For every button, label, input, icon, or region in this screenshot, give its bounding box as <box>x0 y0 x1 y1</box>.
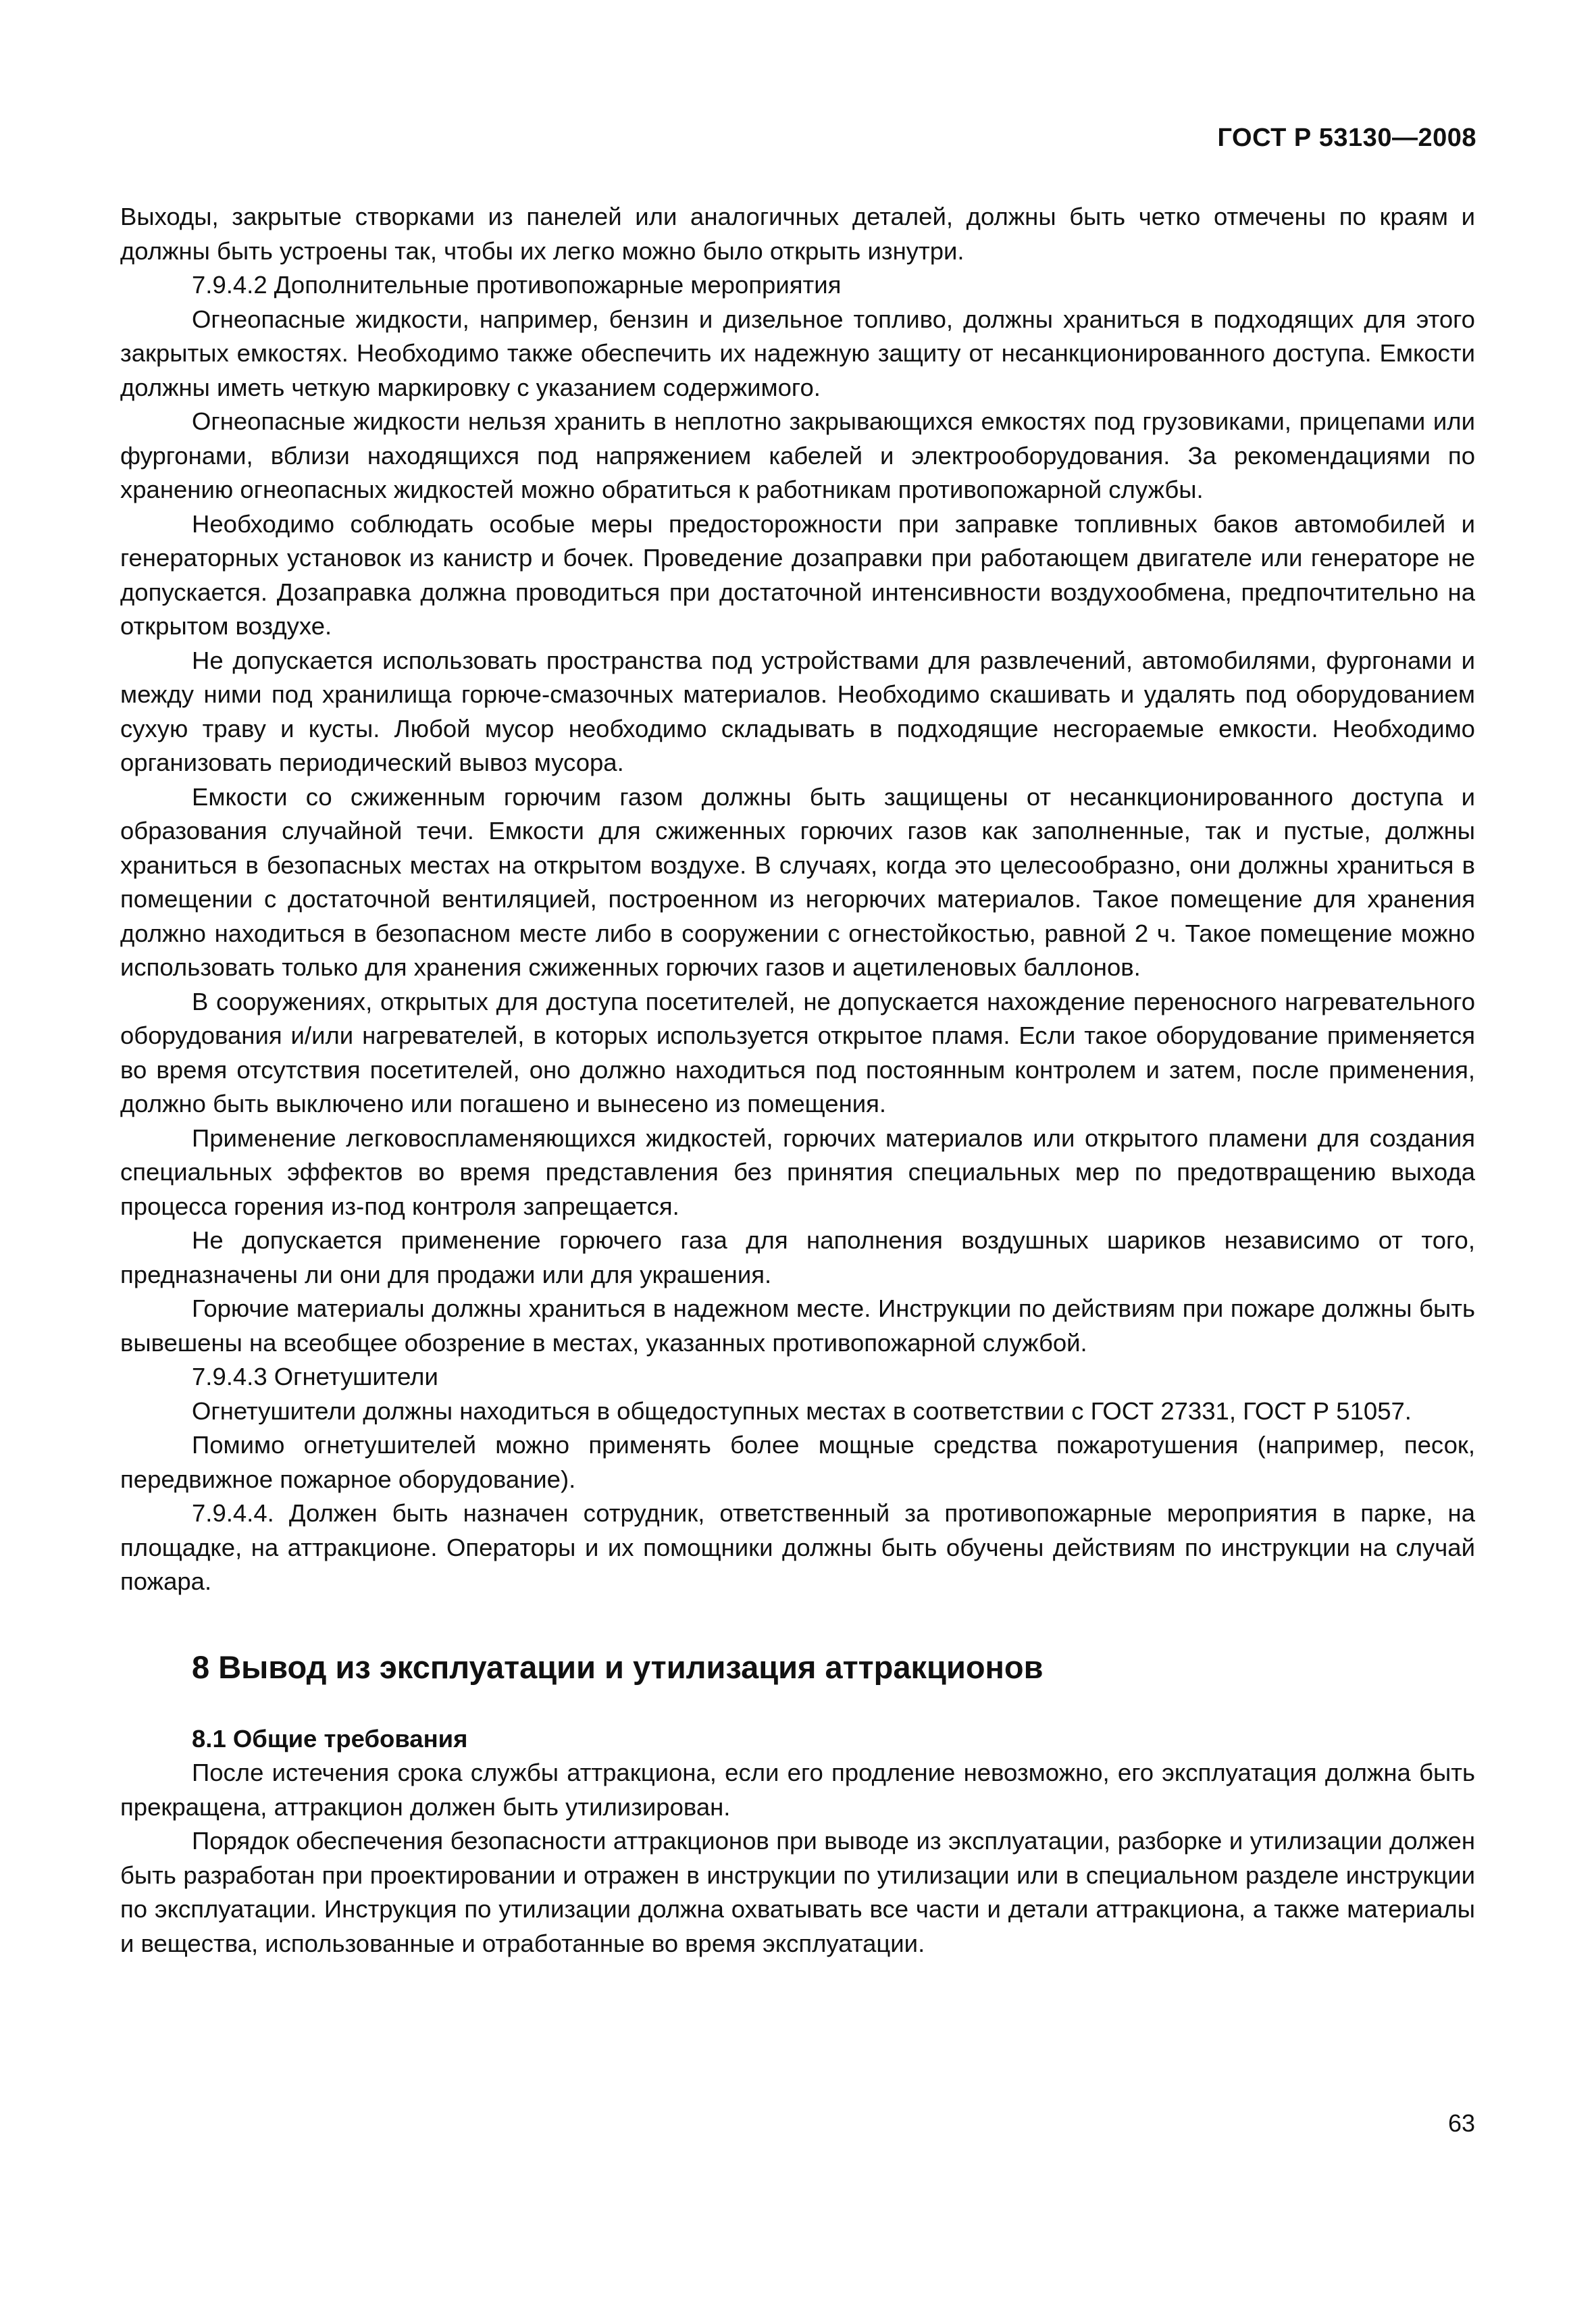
paragraph: Помимо огнетушителей можно применять более мощные средства пожаротушения (например, песок, передвижное пожарное оборудование). <box>120 1431 1475 1493</box>
paragraph: Горючие материалы должны храниться в надежном месте. Инструкции по действиям при пожаре должны быть вывешены на всеобщее обозрение в местах, указанных противопожарной службой. <box>120 1294 1475 1357</box>
paragraph: Не допускается использовать пространства под устройствами для развлечений, автомобилями, фургонами и между ними под хранилища горюче-смазочных материалов. Необходимо скашивать и удалять под оборудованием сухую траву и кусты. Любой мусор необходимо складывать в подходящие несгораемые емкости. Необходимо организовать периодический вывоз мусора. <box>120 646 1475 776</box>
paragraph: Необходимо соблюдать особые меры предосторожности при заправке топливных баков автомобилей и генераторных установок из канистр и бочек. Проведение дозаправки при работающем двигателе или генераторе не допускается. Дозаправка должна проводиться при достаточной интенсивности воздухообмена, предпочтительно на открытом воздухе. <box>120 509 1475 640</box>
document-body <box>120 200 1475 1961</box>
paragraph: Применение легковоспламеняющихся жидкостей, горючих материалов или открытого пламени для создания специальных эффектов во время представления без принятия специальных мер по предотвращению выхода процесса горения из-под контроля запрещается. <box>120 1124 1475 1220</box>
paragraph: Огнетушители должны находиться в общедоступных местах в соответствии с ГОСТ 27331, ГОСТ Р 51057. <box>192 1397 1412 1425</box>
paragraph: Огнеопасные жидкости нельзя хранить в неплотно закрывающихся емкостях под грузовиками, прицепами или фургонами, вблизи находящихся под напряжением кабелей и электрооборудования. За рекомендациями по хранению огнеопасных жидкостей можно обратиться к работникам противопожарной службы. <box>120 407 1475 503</box>
paragraph: Выходы, закрытые створками из панелей или аналогичных деталей, должны быть четко отмечены по краям и должны быть устроены так, чтобы их легко можно было открыть изнутри. <box>120 203 1475 265</box>
paragraph: После истечения срока службы аттракциона, если его продление невозможно, его эксплуатация должна быть прекращена, аттракцион должен быть утилизирован. <box>120 1759 1475 1821</box>
section-heading: 8 Вывод из эксплуатации и утилизация аттракционов <box>192 1649 1044 1685</box>
standard-header: ГОСТ Р 53130—2008 <box>1217 124 1476 152</box>
paragraph: Порядок обеспечения безопасности аттракционов при выводе из эксплуатации, разборке и утилизации должен быть разработан при проектировании и отражен в инструкции по утилизации или в специальном разделе инструкции по эксплуатации. Инструкция по утилизации должна охватывать все части и детали аттракциона, а также материалы и вещества, использованные и отработанные во время эксплуатации. <box>120 1827 1475 1957</box>
clause-heading: 7.9.4.2 Дополнительные противопожарные мероприятия <box>192 271 842 299</box>
page-number: 63 <box>1447 2109 1475 2137</box>
paragraph: Огнеопасные жидкости, например, бензин и дизельное топливо, должны храниться в подходящих для этого закрытых емкостях. Необходимо также обеспечить их надежную защиту от несанкционированного доступа. Емкости должны иметь четкую маркировку с указанием содержимого. <box>120 305 1475 401</box>
paragraph: Емкости со сжиженным горючим газом должны быть защищены от несанкционированного доступа и образования случайной течи. Емкости для сжиженных горючих газов как заполненные, так и пустые, должны храниться в безопасных местах на открытом воздухе. В случаях, когда это целесообразно, они должны храниться в помещении с достаточной вентиляцией, построенном из негорючих материалов. Такое помещение для хранения должно находиться в безопасном месте либо в сооружении с огнестойкостью, равной 2 ч. Такое помещение можно использовать только для хранения сжиженных горючих газов и ацетиленовых баллонов. <box>120 782 1475 981</box>
subsection-heading: 8.1 Общие требования <box>192 1724 468 1753</box>
paragraph: 7.9.4.4. Должен быть назначен сотрудник, ответственный за противопожарные мероприятия в парке, на площадке, на аттракционе. Операторы и их помощники должны быть обучены действиям по инструкции на случай пожара. <box>120 1499 1475 1595</box>
paragraph: В сооружениях, открытых для доступа посетителей, не допускается нахождение переносного нагревательного оборудования и/или нагревателей, в которых используется открытое пламя. Если такое оборудование применяется во время отсутствия посетителей, оно должно находиться под постоянным контролем и затем, после применения, должно быть выключено или погашено и вынесено из помещения. <box>120 987 1475 1117</box>
paragraph: Не допускается применение горючего газа для наполнения воздушных шариков независимо от того, предназначены ли они для продажи или для украшения. <box>120 1226 1475 1288</box>
clause-heading: 7.9.4.3 Огнетушители <box>192 1363 438 1390</box>
